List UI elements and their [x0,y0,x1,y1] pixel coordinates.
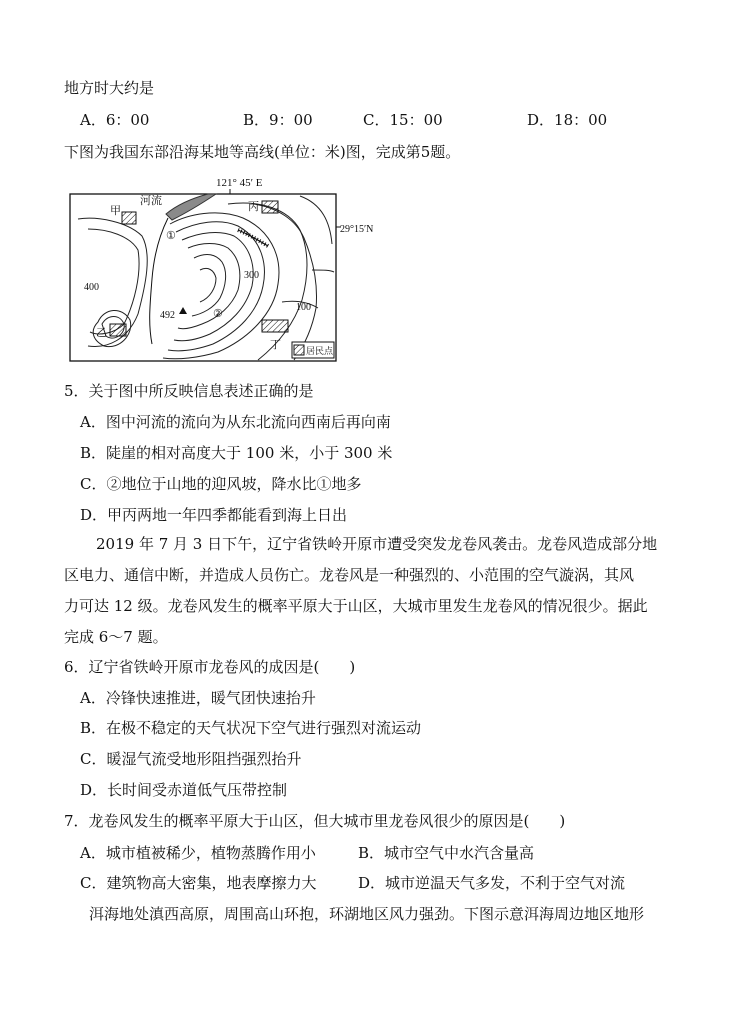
option-a: A．6：00 [80,111,150,129]
q7-option-a: A．城市植被稀少，植物蒸腾作用小 [80,844,316,862]
settlement-jia [122,212,136,224]
river-label: 河流 [140,194,162,207]
place-ding-label: 丁 [270,338,281,351]
contour-300-label: 300 [244,270,259,281]
q6-option-b: B．在极不稳定的天气状况下空气进行强烈对流运动 [80,719,422,737]
place-yi-label: 乙 [96,326,107,339]
legend-label: 居民点 [306,347,334,357]
option-c: C．15：00 [363,111,443,129]
passage-line-1: 2019 年 7 月 3 日下午，辽宁省铁岭开原市遭受突发龙卷风袭击。龙卷风造成部分地 [96,535,658,553]
latitude-label: 29°15′N [340,224,374,235]
q5-option-b: B．陡崖的相对高度大于 100 米，小于 300 米 [80,444,393,462]
legend-swatch [294,345,304,355]
map-intro-text: 下图为我国东部沿海某地等高线(单位：米)图，完成第5题。 [64,143,461,161]
peak-elevation-label: 492 [160,310,175,321]
contour-100-label: 100 [296,302,311,313]
place-jia-label: 甲 [110,204,121,217]
settlement-ding [262,320,288,332]
passage-line-3: 力可达 12 级。龙卷风发生的概率平原大于山区，大城市里发生龙卷风的情况很少。据此 [64,597,648,615]
option-b: B．9：00 [243,111,313,129]
q5-stem: 5．关于图中所反映信息表述正确的是 [64,382,314,400]
q5-option-d: D．甲丙两地一年四季都能看到海上日出 [80,506,348,524]
q7-option-c: C．建筑物高大密集，地表摩擦力大 [80,874,317,892]
q7-option-d: D．城市逆温天气多发，不利于空气对流 [358,874,626,892]
passage-line-2: 区电力、通信中断，并造成人员伤亡。龙卷风是一种强烈的、小范围的空气漩涡，其风 [64,566,635,584]
place-bing-label: 丙 [248,200,259,213]
settlement-bing [262,201,278,213]
marker-2-label: ② [213,307,223,320]
question-tail-text: 地方时大约是 [64,79,155,97]
next-passage-line: 洱海地处滇西高原，周围高山环抱，环湖地区风力强劲。下图示意洱海周边地区地形 [89,905,645,923]
peak-triangle-icon [179,307,187,314]
q6-stem: 6．辽宁省铁岭开原市龙卷风的成因是( ) [64,658,356,676]
q6-option-c: C．暖湿气流受地形阻挡强烈抬升 [80,750,302,768]
q5-option-c: C．②地位于山地的迎风坡，降水比①地多 [80,475,362,493]
q5-option-a: A．图中河流的流向为从东北流向西南后再向南 [80,413,391,431]
passage-line-4: 完成 6～7 题。 [64,628,168,646]
marker-1-label: ① [166,229,176,242]
option-d: D．18：00 [527,111,608,129]
q7-option-b: B．城市空气中水汽含量高 [358,844,535,862]
longitude-label: 121° 45′ E [216,177,263,189]
settlement-yi [110,324,126,336]
q6-option-a: A．冷锋快速推进，暖气团快速抬升 [80,689,316,707]
q7-stem: 7．龙卷风发生的概率平原大于山区，但大城市里龙卷风很少的原因是( ) [64,812,566,830]
contour-map [68,174,383,364]
contour-400-label: 400 [84,282,99,293]
q6-option-d: D．长时间受赤道低气压带控制 [80,781,288,799]
